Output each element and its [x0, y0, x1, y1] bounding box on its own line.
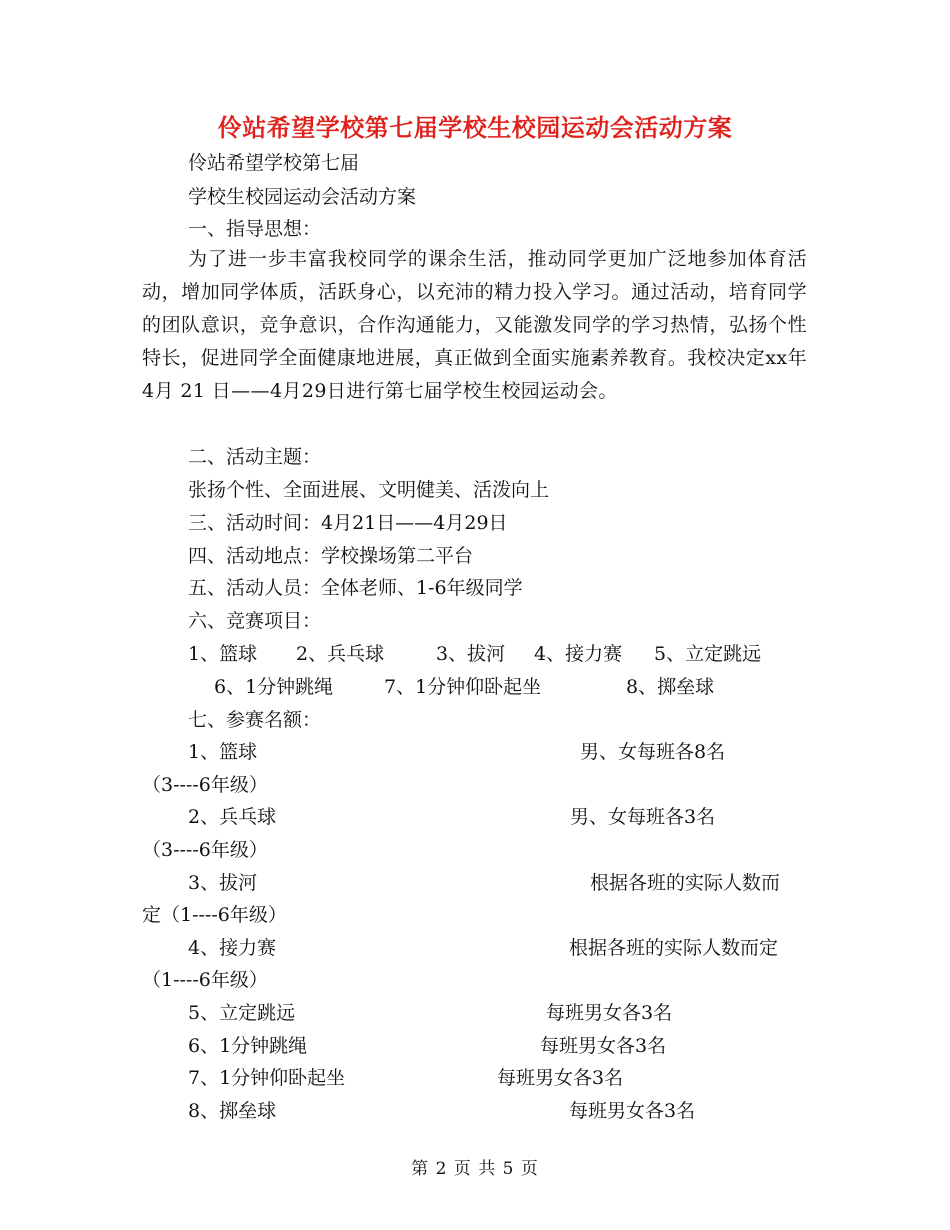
quota-item: 3、拔河 — [188, 872, 258, 894]
event-item: 3、拔河 — [436, 643, 506, 665]
quota-item: 5、立定跳远 — [188, 1002, 296, 1024]
section-2-body: 张扬个性、全面进展、文明健美、活泼向上 — [188, 479, 550, 501]
subtitle-line-2: 学校生校园运动会活动方案 — [188, 186, 417, 208]
section-5-participants: 五、活动人员：全体老师、1-6年级同学 — [188, 577, 523, 599]
quota-grade: 定（1----6年级） — [142, 904, 287, 926]
quota-rule: 每班男女各3名 — [546, 1002, 673, 1024]
quota-item: 7、1分钟仰卧起坐 — [188, 1067, 346, 1089]
event-item: 1、篮球 — [188, 643, 258, 665]
quota-item: 2、兵乓球 — [188, 806, 277, 828]
event-item: 4、接力赛 — [534, 643, 623, 665]
section-4-location: 四、活动地点：学校操场第二平台 — [188, 545, 474, 567]
quota-rule: 男、女每班各8名 — [580, 741, 726, 763]
subtitle-line-1: 伶站希望学校第七届 — [188, 152, 360, 174]
quota-item: 6、1分钟跳绳 — [188, 1035, 308, 1057]
event-item: 2、兵乓球 — [296, 643, 385, 665]
quota-item: 4、接力赛 — [188, 937, 277, 959]
quota-grade: （3----6年级） — [142, 774, 268, 796]
section-7-heading: 七、参赛名额： — [188, 709, 322, 731]
document-title: 伶站希望学校第七届学校生校园运动会活动方案 — [217, 114, 733, 142]
section-3-time: 三、活动时间：4月21日——4月29日 — [188, 512, 508, 534]
page-footer: 第 2 页 共 5 页 — [411, 1159, 539, 1179]
quota-rule: 每班男女各3名 — [540, 1035, 667, 1057]
quota-rule: 每班男女各3名 — [497, 1067, 624, 1089]
event-item: 6、1分钟跳绳 — [214, 676, 334, 698]
quota-rule: 男、女每班各3名 — [570, 806, 716, 828]
section-6-heading: 六、竞赛项目： — [188, 610, 322, 632]
quota-rule: 每班男女各3名 — [569, 1100, 696, 1122]
quota-item: 1、篮球 — [188, 741, 258, 763]
quota-grade: （1----6年级） — [142, 969, 268, 991]
event-item: 5、立定跳远 — [654, 643, 762, 665]
event-item: 7、1分钟仰卧起坐 — [384, 676, 542, 698]
section-1-body: 为了进一步丰富我校同学的课余生活，推动同学更加广泛地参加体育活动，增加同学体质，活跃身心，以充沛的精力投入学习。通过活动，培育同学的团队意识，竞争意识，合作沟通能力，又能激发同学的学习热情，弘扬个性特长，促进同学全面健康地进展，真正做到全面实施素养教育。我校决定xx年4月 21 日——4月29日进行第七届学校生校园运动会。 — [142, 248, 807, 402]
quota-item: 8、掷垒球 — [188, 1100, 277, 1122]
section-2-heading: 二、活动主题： — [188, 446, 322, 468]
quota-rule: 根据各班的实际人数而定 — [569, 937, 779, 959]
quota-grade: （3----6年级） — [142, 839, 268, 861]
section-1-heading: 一、指导思想： — [188, 218, 322, 240]
event-item: 8、掷垒球 — [626, 676, 715, 698]
quota-rule: 根据各班的实际人数而 — [590, 872, 781, 894]
